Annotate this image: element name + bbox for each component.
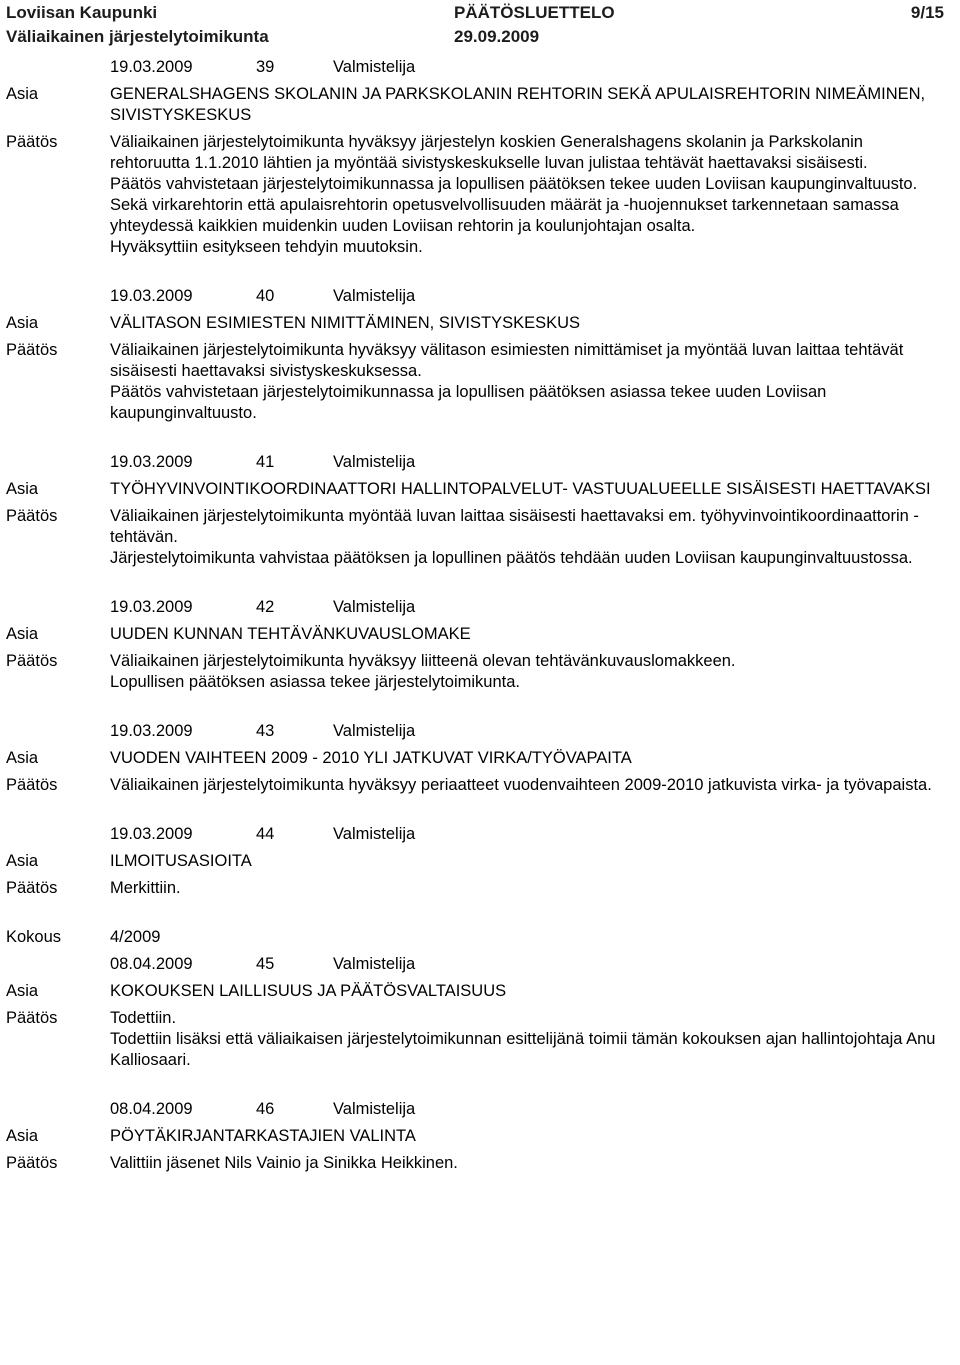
item-date: 08.04.2009: [110, 955, 193, 973]
decision-row: [0, 340, 960, 424]
decision-item: [0, 57, 960, 258]
decision-row: [0, 1008, 960, 1071]
subject-row: [0, 313, 960, 334]
subject-row: [0, 1126, 960, 1147]
subject-text: GENERALSHAGENS SKOLANIN JA PARKSKOLANIN REHTORIN SEKÄ APULAISREHTORIN NIMEÄMINEN, SIVISTYSKESKUS: [110, 85, 926, 124]
subject-text: TYÖHYVINVOINTIKOORDINAATTORI HALLINTOPALVELUT- VASTUUALUEELLE SISÄISESTI HAETTAVAKSI: [110, 480, 931, 498]
decision-text: Sekä virkarehtorin että apulaisrehtorin opetusvelvollisuuden määrät ja -huojennukset tarkennetaan samassa yhteydessä kaikkien muidenkin uuden Loviisan rehtorin ja koulunjohtajan osalta.: [110, 196, 899, 235]
decision-text: Väliaikainen järjestelytoimikunta hyväksyy liitteenä olevan tehtävänkuvauslomakkeen.: [110, 652, 736, 670]
subject-label: Asia: [6, 982, 39, 1000]
subject-row: [0, 748, 960, 769]
subject-label: Asia: [6, 625, 39, 643]
item-meta: [0, 954, 960, 981]
item-number: 41: [256, 453, 275, 471]
page-number: 9/15: [910, 3, 944, 22]
subject-label: Asia: [6, 85, 39, 103]
item-preparer: Valmistelija: [333, 825, 416, 843]
decision-label: Päätös: [6, 133, 58, 151]
decision-row: [0, 1153, 960, 1174]
decision-item: [0, 721, 960, 796]
item-preparer: Valmistelija: [333, 287, 416, 305]
decision-label: Päätös: [6, 652, 58, 670]
decision-label: Päätös: [6, 341, 58, 359]
document-date: 29.09.2009: [454, 27, 540, 46]
decision-row: [0, 651, 960, 693]
item-meta: [0, 286, 960, 313]
decision-item: [0, 452, 960, 569]
decision-label: Päätös: [6, 507, 58, 525]
item-date: 19.03.2009: [110, 287, 193, 305]
decision-list: [0, 57, 960, 1202]
decision-label: Päätös: [6, 776, 58, 794]
decision-text: Väliaikainen järjestelytoimikunta hyväksyy periaatteet vuodenvaihteen 2009-2010 jatkuvista virka- ja työvapaista.: [110, 776, 932, 794]
decision-item: [0, 286, 960, 424]
subject-row: [0, 851, 960, 872]
subject-text: VUODEN VAIHTEEN 2009 - 2010 YLI JATKUVAT VIRKA/TYÖVAPAITA: [110, 749, 632, 767]
decision-row: [0, 506, 960, 569]
page-header: [6, 2, 944, 50]
decision-text: Valittiin jäsenet Nils Vainio ja Sinikka Heikkinen.: [110, 1154, 458, 1172]
item-meta: [0, 452, 960, 479]
decision-row: [0, 878, 960, 899]
subject-label: Asia: [6, 749, 39, 767]
decision-text: Järjestelytoimikunta vahvistaa päätöksen ja lopullinen päätös tehdään uuden Loviisan kaupunginvaltuustossa.: [110, 549, 913, 567]
item-preparer: Valmistelija: [333, 1100, 416, 1118]
decision-text: Päätös vahvistetaan järjestelytoimikunnassa ja lopullisen päätöksen asiassa tekee uuden Loviisan kaupunginvaltuusto.: [110, 383, 827, 422]
item-preparer: Valmistelija: [333, 58, 416, 76]
subject-row: [0, 981, 960, 1002]
subject-label: Asia: [6, 314, 39, 332]
subject-text: UUDEN KUNNAN TEHTÄVÄNKUVAUSLOMAKE: [110, 625, 471, 643]
subject-row: [0, 84, 960, 126]
item-preparer: Valmistelija: [333, 955, 416, 973]
item-number: 45: [256, 955, 275, 973]
decision-label: Päätös: [6, 1009, 58, 1027]
item-number: 40: [256, 287, 275, 305]
subject-text: VÄLITASON ESIMIESTEN NIMITTÄMINEN, SIVISTYSKESKUS: [110, 314, 581, 332]
item-meta: [0, 597, 960, 624]
item-meta: [0, 721, 960, 748]
meeting-row: [0, 927, 960, 954]
decision-label: Päätös: [6, 1154, 58, 1172]
item-date: 08.04.2009: [110, 1100, 193, 1118]
subject-text: ILMOITUSASIOITA: [110, 852, 252, 870]
decision-text: Todettiin.: [110, 1009, 177, 1027]
meeting-label: Kokous: [6, 928, 62, 946]
decision-label: Päätös: [6, 879, 58, 897]
item-number: 39: [256, 58, 275, 76]
item-meta: [0, 1099, 960, 1126]
item-date: 19.03.2009: [110, 825, 193, 843]
document-title: PÄÄTÖSLUETTELO: [454, 3, 615, 22]
decision-text: Väliaikainen järjestelytoimikunta myöntää luvan laittaa sisäisesti haettavaksi em. työhyvinvointikoordinaattorin -tehtävän.: [110, 507, 919, 546]
decision-text: Merkittiin.: [110, 879, 181, 897]
decision-text: Todettiin lisäksi että väliaikaisen järjestelytoimikunnan esittelijänä toimii tämän kokouksen ajan hallintojohtaja Anu Kalliosaari.: [110, 1030, 936, 1069]
subject-row: [0, 624, 960, 645]
decision-row: [0, 775, 960, 796]
item-meta: [0, 57, 960, 84]
decision-text: Lopullisen päätöksen asiassa tekee järjestelytoimikunta.: [110, 673, 520, 691]
organization-name: Loviisan Kaupunki: [6, 3, 158, 22]
committee-name: Väliaikainen järjestelytoimikunta: [6, 27, 269, 46]
meeting-number: 4/2009: [110, 928, 161, 946]
item-number: 44: [256, 825, 275, 843]
subject-text: PÖYTÄKIRJANTARKASTAJIEN VALINTA: [110, 1127, 416, 1145]
decision-text: Väliaikainen järjestelytoimikunta hyväksyy järjestelyn koskien Generalshagens skolanin ja Parkskolanin rehtoruutta 1.1.2010 lähtien ja myöntää sivistyskeskukselle luvan julistaa tehtävät haettavaksi sisäisesti.: [110, 133, 868, 172]
item-date: 19.03.2009: [110, 598, 193, 616]
decision-item: [0, 927, 960, 1071]
decision-text: Väliaikainen järjestelytoimikunta hyväksyy välitason esimiesten nimittämiset ja myöntää luvan laittaa tehtävät sisäisesti haettavaksi sivistyskeskuksessa.: [110, 341, 904, 380]
item-preparer: Valmistelija: [333, 722, 416, 740]
item-date: 19.03.2009: [110, 58, 193, 76]
item-number: 42: [256, 598, 275, 616]
decision-text: Hyväksyttiin esitykseen tehdyin muutoksin.: [110, 238, 423, 256]
item-date: 19.03.2009: [110, 453, 193, 471]
item-meta: [0, 824, 960, 851]
subject-label: Asia: [6, 1127, 39, 1145]
subject-text: KOKOUKSEN LAILLISUUS JA PÄÄTÖSVALTAISUUS: [110, 982, 507, 1000]
subject-row: [0, 479, 960, 500]
subject-label: Asia: [6, 852, 39, 870]
decision-item: [0, 597, 960, 693]
item-date: 19.03.2009: [110, 722, 193, 740]
subject-label: Asia: [6, 480, 39, 498]
decision-text: Päätös vahvistetaan järjestelytoimikunnassa ja lopullisen päätöksen tekee uuden Loviisan kaupunginvaltuusto.: [110, 175, 918, 193]
decision-item: [0, 1099, 960, 1174]
item-number: 43: [256, 722, 275, 740]
decision-row: [0, 132, 960, 258]
item-preparer: Valmistelija: [333, 453, 416, 471]
decision-item: [0, 824, 960, 899]
item-preparer: Valmistelija: [333, 598, 416, 616]
item-number: 46: [256, 1100, 275, 1118]
